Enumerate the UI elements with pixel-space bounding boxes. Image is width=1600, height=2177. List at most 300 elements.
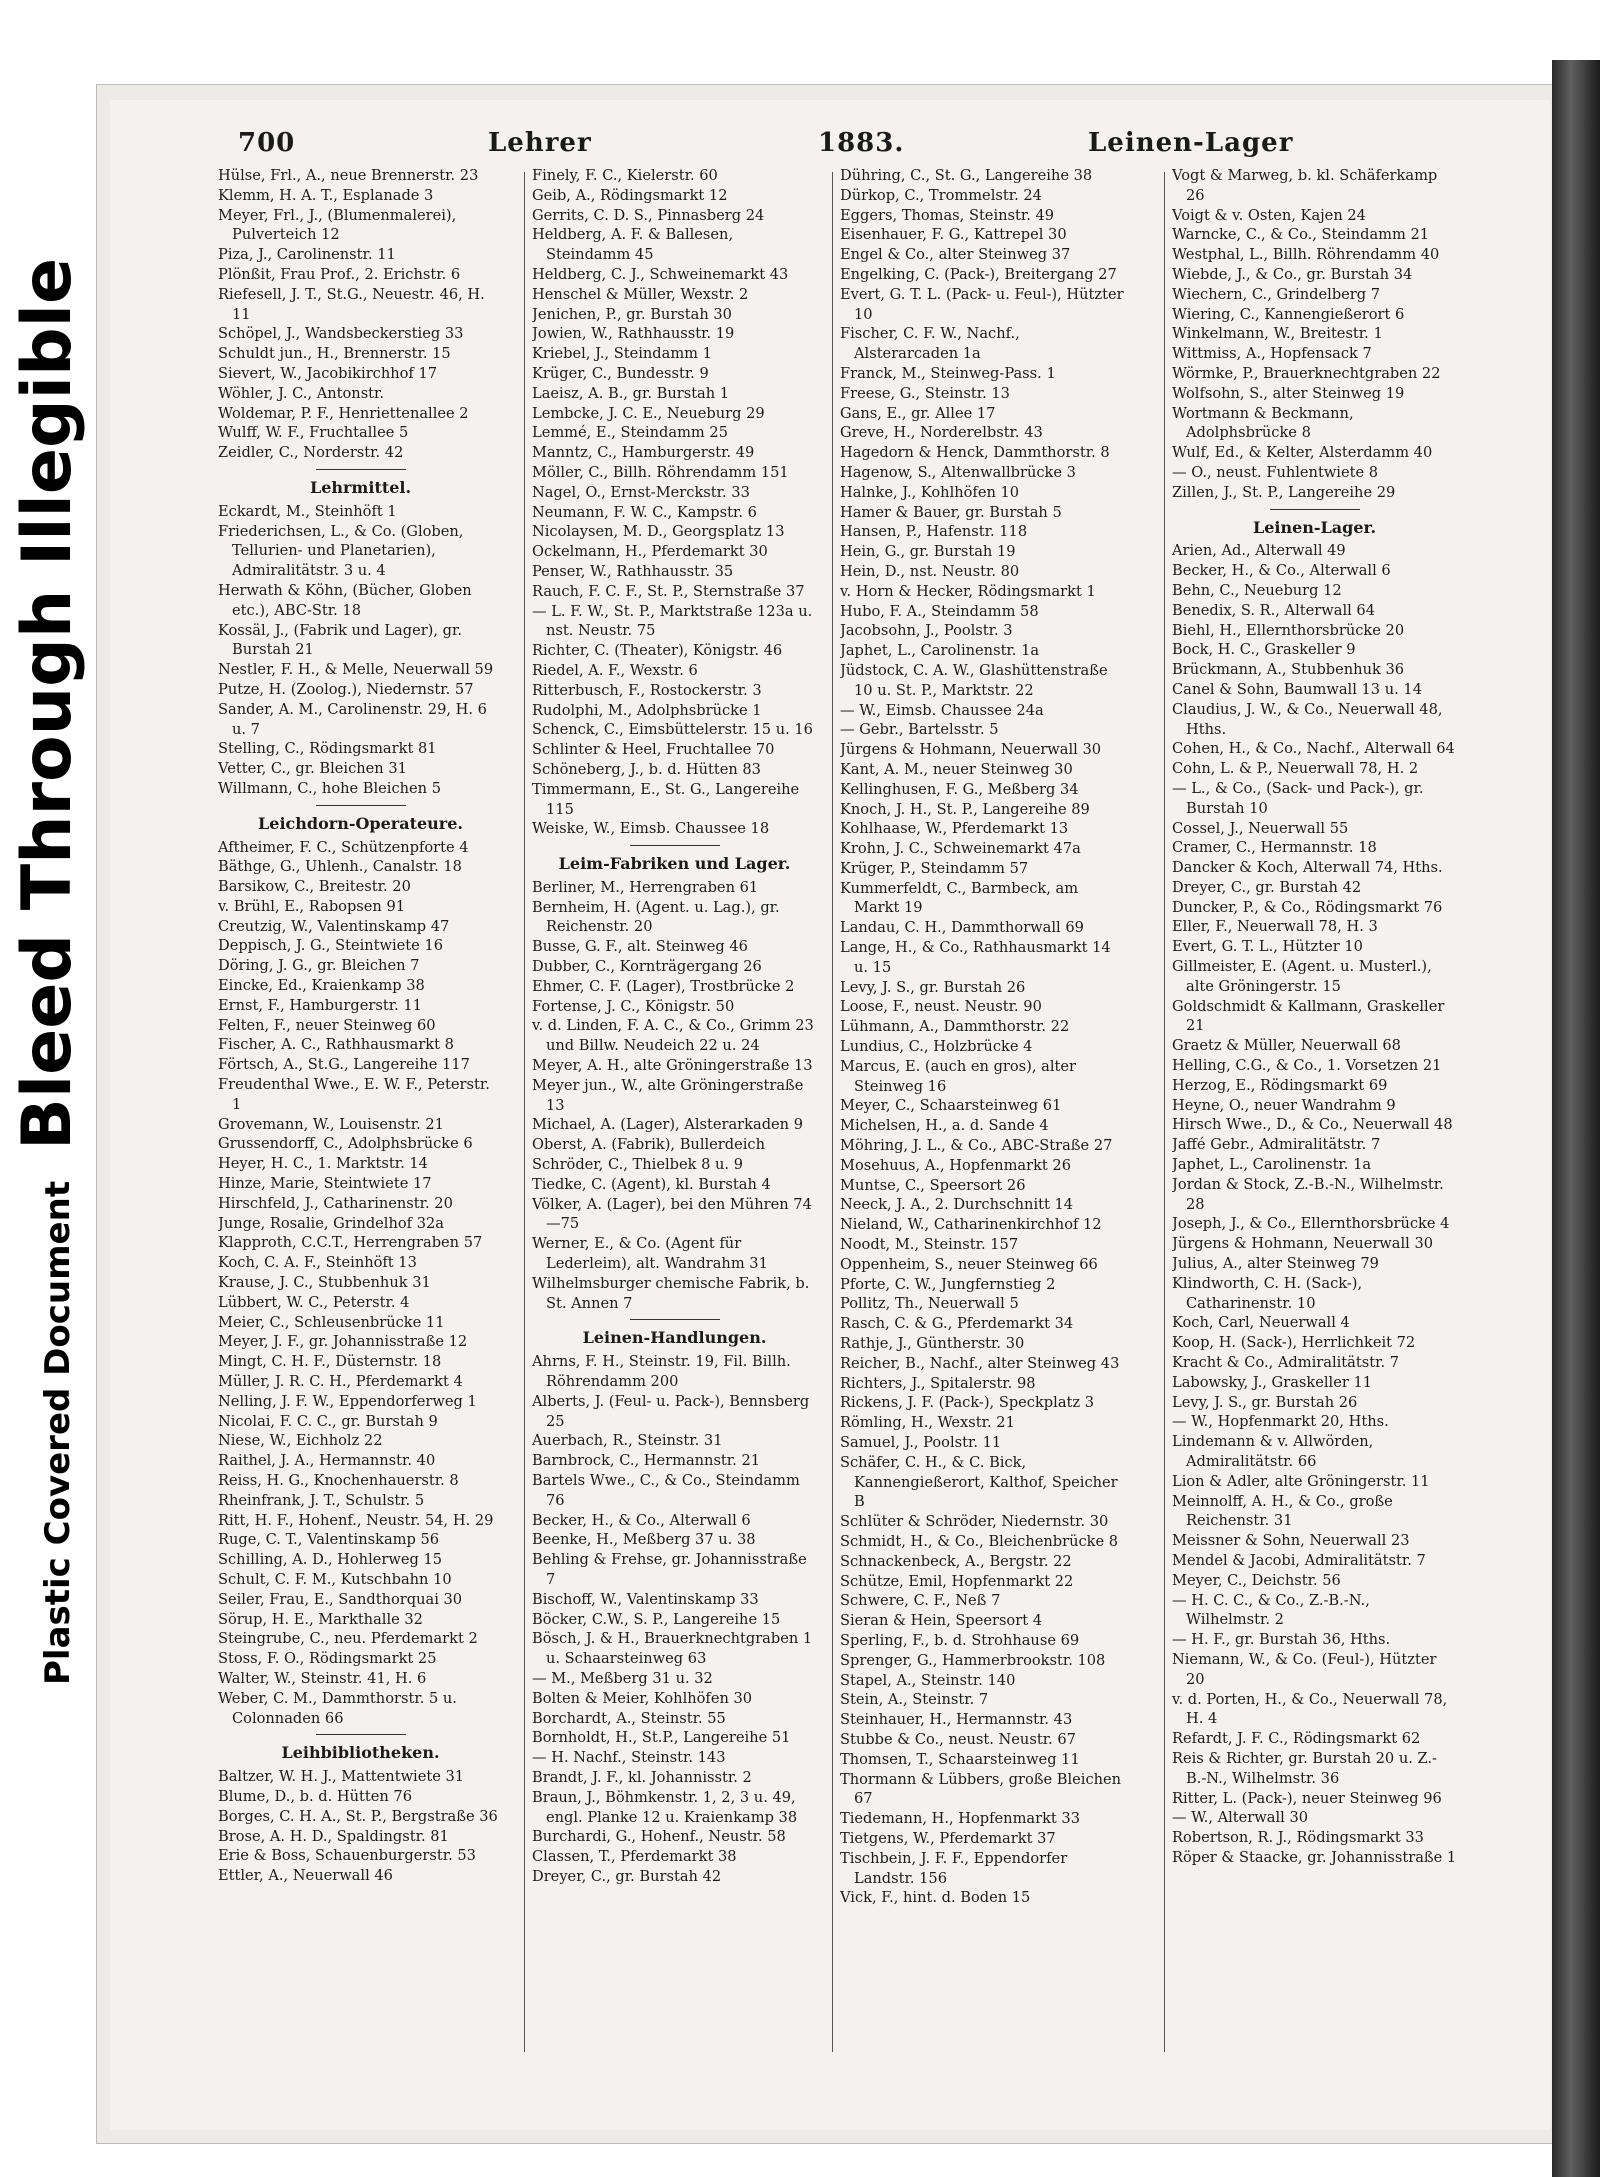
directory-column-2 (532, 166, 817, 2056)
directory-entry: Hubo, F. A., Steindamm 58 (840, 602, 1039, 620)
directory-entry: Jordan & Stock, Z.-B.-N., Wilhelmstr. 28 (1172, 1175, 1444, 1213)
directory-entry: Willmann, C., hohe Bleichen 5 (218, 779, 442, 797)
directory-entry: Meyer, Frl., J., (Blumenmalerei), Pulverteich 12 (218, 206, 457, 244)
directory-entry: Westphal, L., Billh. Röhrendamm 40 (1172, 246, 1440, 264)
directory-entry: Heyer, H. C., 1. Marktstr. 14 (218, 1155, 428, 1173)
directory-entry: Jürgens & Hohmann, Neuerwall 30 (1172, 1235, 1434, 1253)
directory-entry: Japhet, L., Carolinenstr. 1a (840, 642, 1040, 660)
directory-entry: Wulf, Ed., & Kelter, Alsterdamm 40 (1172, 444, 1433, 462)
directory-entry: Wittmiss, A., Hopfensack 7 (1172, 345, 1372, 363)
directory-entry: Sieran & Hein, Speersort 4 (840, 1612, 1042, 1630)
directory-entry: Penser, W., Rathhausstr. 35 (532, 562, 734, 580)
directory-entry: Ettler, A., Neuerwall 46 (218, 1867, 393, 1885)
section-heading: Leinen-Handlungen. (582, 1328, 767, 1348)
directory-entry: Richters, J., Spitalerstr. 98 (840, 1374, 1036, 1392)
directory-entry: Raithel, J. A., Hermannstr. 40 (218, 1452, 436, 1470)
directory-entry: Sprenger, G., Hammerbrookstr. 108 (840, 1651, 1106, 1669)
section-heading: Lehrmittel. (309, 477, 412, 497)
directory-entry: Beenke, H., Meßberg 37 u. 38 (532, 1531, 756, 1549)
directory-entry: Samuel, J., Poolstr. 11 (840, 1434, 1002, 1451)
directory-entry: Ritter, L. (Pack-), neuer Steinweg 96 (1172, 1789, 1442, 1807)
section-heading: Leichdorn-Operateure. (258, 813, 463, 833)
directory-entry: Förtsch, A., St.G., Langereihe 117 (218, 1056, 470, 1074)
directory-entry: Weiske, W., Eimsb. Chaussee 18 (532, 820, 770, 838)
directory-entry: Kossäl, J., (Fabrik und Lager), gr. Burstah 21 (218, 621, 463, 659)
directory-entry: Möller, C., Billh. Röhrendamm 151 (532, 463, 789, 481)
column-divider (832, 172, 833, 2052)
directory-entry: Lundius, C., Holzbrücke 4 (840, 1038, 1033, 1056)
directory-entry: Brandt, J. F., kl. Johannisstr. 2 (532, 1768, 752, 1786)
directory-entry: Bischoff, W., Valentinskamp 33 (532, 1590, 759, 1608)
directory-entry: Putze, H. (Zoolog.), Niedernstr. 57 (218, 680, 474, 698)
directory-entry: Tietgens, W., Pferdemarkt 37 (840, 1829, 1056, 1847)
directory-entry: Schöpel, J., Wandsbeckerstieg 33 (218, 325, 464, 343)
directory-entry: Reiss, H. G., Knochenhauerstr. 8 (218, 1472, 459, 1489)
directory-entry: Jürgens & Hohmann, Neuerwall 30 (840, 741, 1102, 759)
directory-entry: Meyer, C., Deichstr. 56 (1172, 1571, 1341, 1589)
directory-entry: Wolfsohn, S., alter Steinweg 19 (1172, 384, 1405, 402)
directory-entry: Steingrube, C., neu. Pferdemarkt 2 (218, 1630, 478, 1648)
directory-entry: Levy, J. S., gr. Burstah 26 (1172, 1393, 1358, 1411)
section-rule (316, 805, 406, 806)
directory-entry: Hein, G., gr. Burstah 19 (840, 543, 1016, 561)
directory-entry: — O., neust. Fuhlentwiete 8 (1172, 463, 1379, 481)
directory-entry: Schenck, C., Eimsbüttelerstr. 15 u. 16 (532, 721, 813, 739)
directory-entry: Auerbach, R., Steinstr. 31 (532, 1432, 723, 1450)
directory-entry: Reicher, B., Nachf., alter Steinweg 43 (840, 1354, 1120, 1372)
directory-entry: Fischer, A. C., Rathhausmarkt 8 (218, 1036, 454, 1054)
directory-entry: Burchardi, G., Hohenf., Neustr. 58 (532, 1828, 786, 1846)
directory-entry: Fortense, J. C., Königstr. 50 (532, 997, 735, 1015)
directory-entry: Brose, A. H. D., Spaldingstr. 81 (218, 1827, 449, 1845)
directory-entry: Steinhauer, H., Hermannstr. 43 (840, 1711, 1073, 1729)
section-rule (316, 1734, 406, 1735)
directory-entry: Claudius, J. W., & Co., Neuerwall 48, Hths. (1172, 700, 1443, 738)
directory-entry: Ahrns, F. H., Steinstr. 19, Fil. Billh. Röhrendamm 200 (532, 1353, 791, 1391)
directory-entry: Classen, T., Pferdemarkt 38 (532, 1848, 737, 1866)
directory-entry: Koch, C. A. F., Steinhöft 13 (218, 1254, 417, 1272)
directory-entry: Aftheimer, F. C., Schützenpforte 4 (218, 838, 469, 856)
directory-entry: Julius, A., alter Steinweg 79 (1172, 1255, 1379, 1273)
directory-entry: Bolten & Meier, Kohlhöfen 30 (532, 1689, 753, 1707)
directory-entry: Labowsky, J., Graskeller 11 (1172, 1373, 1373, 1391)
directory-entry: Krüger, C., Bundesstr. 9 (532, 364, 709, 382)
directory-entry: Nicolai, F. C. C., gr. Burstah 9 (218, 1412, 438, 1430)
directory-entry: Eckardt, M., Steinhöft 1 (218, 502, 397, 520)
directory-entry: Meyer, J. F., gr. Johannisstraße 12 (218, 1333, 468, 1351)
directory-entry: Manntz, C., Hamburgerstr. 49 (532, 444, 755, 462)
bleed-through-label: Bleed Through Illegible (8, 257, 87, 1150)
directory-entry: Sperling, F., b. d. Strohhause 69 (840, 1631, 1080, 1649)
directory-entry: Neeck, J. A., 2. Durchschnitt 14 (840, 1196, 1074, 1214)
directory-entry: Kohlhaase, W., Pferdemarkt 13 (840, 820, 1069, 838)
directory-entry: Wiebde, J., & Co., gr. Burstah 34 (1172, 265, 1413, 283)
directory-entry: v. Horn & Hecker, Rödingsmarkt 1 (840, 582, 1096, 600)
directory-entry: Hein, D., nst. Neustr. 80 (840, 562, 1020, 580)
directory-entry: Blume, D., b. d. Hütten 76 (218, 1787, 412, 1805)
directory-entry: Refardt, J. F. C., Rödingsmarkt 62 (1172, 1730, 1421, 1748)
column-divider (1164, 172, 1165, 2052)
directory-entry: Helling, C.G., & Co., 1. Vorsetzen 21 (1172, 1057, 1442, 1075)
section-rule (316, 469, 406, 470)
directory-entry: — L. F. W., St. P., Marktstraße 123a u. nst. Neustr. 75 (532, 602, 813, 640)
directory-entry: Niemann, W., & Co. (Feul-), Hützter 20 (1172, 1650, 1437, 1688)
directory-entry: Tiedemann, H., Hopfenmarkt 33 (840, 1810, 1080, 1828)
directory-entry: Greve, H., Norderelbstr. 43 (840, 424, 1043, 442)
directory-entry: Hirsch Wwe., D., & Co., Neuerwall 48 (1172, 1116, 1453, 1134)
directory-entry: Tiedke, C. (Agent), kl. Burstah 4 (532, 1175, 771, 1193)
directory-entry: Arien, Ad., Alterwall 49 (1172, 542, 1346, 560)
directory-entry: — W., Alterwall 30 (1172, 1809, 1309, 1827)
directory-column-3 (840, 166, 1125, 2056)
directory-entry: Geib, A., Rödingsmarkt 12 (532, 186, 728, 204)
directory-entry: Meissner & Sohn, Neuerwall 23 (1172, 1532, 1410, 1550)
directory-entry: Rheinfrank, J. T., Schulstr. 5 (218, 1491, 425, 1509)
directory-entry: Wilhelmsburger chemische Fabrik, b. St. Annen 7 (532, 1274, 810, 1312)
directory-entry: Döring, J. G., gr. Bleichen 7 (218, 957, 420, 975)
section-rule (630, 845, 720, 846)
directory-entry: Weber, C. M., Dammthorstr. 5 u. Colonnaden 66 (218, 1689, 457, 1727)
directory-entry: — H. C. C., & Co., Z.-B.-N., Wilhelmstr. 2 (1172, 1591, 1370, 1629)
directory-entry: Lübbert, W. C., Peterstr. 4 (218, 1293, 410, 1311)
directory-entry: Nicolaysen, M. D., Georgsplatz 13 (532, 523, 785, 541)
directory-entry: Ernst, F., Hamburgerstr. 11 (218, 996, 422, 1014)
directory-entry: Evert, G. T. L., Hützter 10 (1172, 938, 1363, 956)
directory-entry: Nagel, O., Ernst-Merckstr. 33 (532, 483, 750, 501)
directory-entry: Hamer & Bauer, gr. Burstah 5 (840, 503, 1062, 521)
directory-entry: Lembcke, J. C. E., Neueburg 29 (532, 404, 765, 422)
directory-entry: Noodt, M., Steinstr. 157 (840, 1236, 1019, 1254)
directory-entry: Kellinghusen, F. G., Meßberg 34 (840, 780, 1079, 798)
directory-entry: Dancker & Koch, Alterwall 74, Hths. (1172, 859, 1443, 877)
directory-entry: Sörup, H. E., Markthalle 32 (218, 1610, 423, 1628)
directory-entry: Muntse, C., Speersort 26 (840, 1176, 1026, 1194)
directory-entry: Rudolphi, M., Adolphsbrücke 1 (532, 701, 762, 719)
directory-entry: Bernheim, H. (Agent. u. Lag.), gr. Reichenstr. 20 (532, 898, 780, 936)
directory-entry: Röper & Staacke, gr. Johannisstraße 1 (1172, 1848, 1457, 1866)
directory-entry: Kracht & Co., Admiralitätstr. 7 (1172, 1354, 1400, 1372)
directory-entry: Bock, H. C., Graskeller 9 (1172, 641, 1356, 659)
directory-entry: Pforte, C. W., Jungfernstieg 2 (840, 1275, 1056, 1293)
directory-entry: Sievert, W., Jacobikirchhof 17 (218, 364, 438, 382)
directory-entry: Marcus, E. (auch en gros), alter Steinweg 16 (840, 1057, 1076, 1095)
directory-entry: Jacobsohn, J., Poolstr. 3 (840, 622, 1013, 640)
directory-entry: Becker, H., & Co., Alterwall 6 (1172, 562, 1391, 580)
directory-entry: Pollitz, Th., Neuerwall 5 (840, 1295, 1019, 1313)
page-number: 700 (238, 128, 296, 158)
directory-entry: Ritt, H. F., Hohenf., Neustr. 54, H. 29 (218, 1511, 494, 1529)
directory-entry: Cossel, J., Neuerwall 55 (1172, 819, 1349, 837)
directory-entry: Wiechern, C., Grindelberg 7 (1172, 285, 1381, 303)
directory-entry: Schäfer, C. H., & C. Bick, Kannengießerort, Kalthof, Speicher B (840, 1453, 1118, 1511)
directory-entry: Schult, C. F. M., Kutschbahn 10 (218, 1570, 452, 1588)
directory-entry: Rathje, J., Güntherstr. 30 (840, 1335, 1025, 1353)
directory-entry: Meinnolff, A. H., & Co., große Reichenstr. 31 (1172, 1492, 1393, 1530)
header-left-word: Lehrer (488, 128, 592, 158)
directory-entry: Timmermann, E., St. G., Langereihe 115 (532, 780, 800, 818)
directory-entry: Junge, Rosalie, Grindelhof 32a (218, 1214, 444, 1232)
directory-entry: Creutzig, W., Valentinskamp 47 (218, 917, 450, 935)
section-heading: Leihbibliotheken. (281, 1743, 440, 1763)
directory-entry: Michael, A. (Lager), Alsterarkaden 9 (532, 1116, 803, 1134)
directory-entry: Wulff, W. F., Fruchtallee 5 (218, 424, 409, 442)
directory-entry: Gillmeister, E. (Agent. u. Musterl.), alte Gröningerstr. 15 (1172, 958, 1432, 995)
directory-entry: — M., Meßberg 31 u. 32 (532, 1669, 713, 1687)
directory-entry: Franck, M., Steinweg-Pass. 1 (840, 364, 1056, 382)
directory-entry: Braun, J., Böhmkenstr. 1, 2, 3 u. 49, engl. Planke 12 u. Kraienkamp 38 (532, 1788, 798, 1826)
section-rule (630, 1319, 720, 1320)
directory-entry: Alberts, J. (Feul- u. Pack-), Bennsberg 25 (532, 1392, 810, 1430)
directory-entry: Wiering, C., Kannengießerort 6 (1172, 305, 1405, 323)
directory-entry: Graetz & Müller, Neuerwall 68 (1172, 1037, 1401, 1055)
directory-entry: Kummerfeldt, C., Barmbeck, am Markt 19 (840, 879, 1079, 917)
directory-entry: Riedel, A. F., Wexstr. 6 (532, 661, 698, 679)
directory-entry: Becker, H., & Co., Alterwall 6 (532, 1511, 751, 1529)
directory-entry: Sander, A. M., Carolinenstr. 29, H. 6 u. 7 (218, 700, 487, 738)
directory-entry: Deppisch, J. G., Steintwiete 16 (218, 937, 444, 955)
directory-entry: Schnackenbeck, A., Bergstr. 22 (840, 1552, 1072, 1570)
directory-entry: Neumann, F. W. C., Kampstr. 6 (532, 503, 757, 521)
directory-entry: Rickens, J. F. (Pack-), Speckplatz 3 (840, 1394, 1094, 1412)
directory-entry: Lange, H., & Co., Rathhausmarkt 14 u. 15 (840, 939, 1111, 976)
directory-entry: Erie & Boss, Schauenburgerstr. 53 (218, 1847, 476, 1865)
directory-entry: Römling, H., Wexstr. 21 (840, 1414, 1015, 1432)
directory-entry: Baltzer, W. H. J., Mattentwiete 31 (218, 1768, 465, 1786)
directory-entry: Bornholdt, H., St.P., Langereihe 51 (532, 1729, 791, 1747)
directory-entry: Engel & Co., alter Steinweg 37 (840, 246, 1071, 264)
directory-entry: Gerrits, C. D. S., Pinnasberg 24 (532, 206, 765, 224)
directory-entry: Grovemann, W., Louisenstr. 21 (218, 1115, 444, 1133)
directory-entry: Berliner, M., Herrengraben 61 (532, 878, 759, 896)
directory-entry: — H. Nachf., Steinstr. 143 (532, 1749, 726, 1767)
directory-entry: Wöhler, J. C., Antonstr. (218, 384, 385, 402)
directory-entry: Voigt & v. Osten, Kajen 24 (1172, 206, 1366, 224)
directory-entry: — W., Eimsb. Chaussee 24a (840, 701, 1044, 719)
directory-entry: Klindworth, C. H. (Sack-), Catharinenstr. 10 (1172, 1274, 1363, 1312)
directory-entry: Dreyer, C., gr. Burstah 42 (532, 1867, 722, 1885)
directory-entry: Duncker, P., & Co., Rödingsmarkt 76 (1172, 898, 1443, 916)
directory-entry: Riefesell, J. T., St.G., Neuestr. 46, H. 11 (218, 285, 485, 323)
directory-entry: Ehmer, C. F. (Lager), Trostbrücke 2 (532, 977, 795, 995)
directory-entry: Schlüter & Schröder, Niedernstr. 30 (840, 1513, 1109, 1531)
directory-entry: Robertson, R. J., Rödingsmarkt 33 (1172, 1829, 1424, 1847)
directory-entry: Behling & Frehse, gr. Johannisstraße 7 (532, 1551, 807, 1588)
directory-entry: Oberst, A. (Fabrik), Bullerdeich (532, 1136, 765, 1154)
directory-entry: Dreyer, C., gr. Burstah 42 (1172, 878, 1362, 896)
directory-entry: Zeidler, C., Norderstr. 42 (218, 444, 404, 462)
directory-entry: Stapel, A., Steinstr. 140 (840, 1671, 1016, 1689)
section-heading: Leim-Fabriken und Lager. (558, 854, 791, 874)
directory-entry: Schilling, A. D., Hohlerweg 15 (218, 1551, 443, 1569)
directory-entry: Mendel & Jacobi, Admiralitätstr. 7 (1172, 1551, 1426, 1569)
directory-entry: Hirschfeld, J., Catharinenstr. 20 (218, 1194, 453, 1212)
directory-entry: Hülse, Frl., A., neue Brennerstr. 23 (218, 167, 479, 184)
directory-entry: Oppenheim, S., neuer Steinweg 66 (840, 1255, 1098, 1273)
directory-entry: Hinze, Marie, Steintwiete 17 (218, 1175, 432, 1193)
directory-entry: — Gebr., Bartelsstr. 5 (840, 721, 999, 739)
directory-entry: Michelsen, H., a. d. Sande 4 (840, 1117, 1049, 1135)
directory-entry: Felten, F., neuer Steinweg 60 (218, 1016, 436, 1034)
directory-entry: Winkelmann, W., Breitestr. 1 (1172, 325, 1383, 343)
directory-entry: Meyer jun., W., alte Gröningerstraße 13 (532, 1076, 804, 1114)
plastic-covered-label: Plastic Covered Document (38, 1180, 78, 1685)
directory-entry: Borges, C. H. A., St. P., Bergstraße 36 (218, 1807, 498, 1825)
directory-entry: Behn, C., Neueburg 12 (1172, 581, 1342, 599)
directory-entry: Ruge, C. T., Valentinskamp 56 (218, 1531, 440, 1549)
directory-entry: Schlinter & Heel, Fruchtallee 70 (532, 741, 775, 759)
directory-entry: Klapproth, C.C.T., Herrengraben 57 (218, 1234, 483, 1252)
directory-entry: Nestler, F. H., & Melle, Neuerwall 59 (218, 661, 494, 679)
directory-entry: Mosehuus, A., Hopfenmarkt 26 (840, 1156, 1071, 1174)
directory-entry: Meyer, C., Schaarsteinweg 61 (840, 1097, 1062, 1115)
directory-entry: Thormann & Lübbers, große Bleichen 67 (840, 1770, 1122, 1808)
directory-entry: Gans, E., gr. Allee 17 (840, 404, 996, 422)
directory-entry: — L., & Co., (Sack- und Pack-), gr. Burstah 10 (1172, 779, 1424, 817)
directory-entry: Krohn, J. C., Schweinemarkt 47a (840, 840, 1081, 858)
directory-entry: Eller, F., Neuerwall 78, H. 3 (1172, 918, 1378, 936)
directory-entry: Jaffé Gebr., Admiralitätstr. 7 (1172, 1136, 1381, 1154)
directory-entry: Engelking, C. (Pack-), Breitergang 27 (840, 265, 1117, 283)
directory-entry: Werner, E., & Co. (Agent für Lederleim), alt. Wandrahm 31 (532, 1235, 768, 1273)
directory-entry: Busse, G. F., alt. Steinweg 46 (532, 938, 748, 956)
directory-entry: Woldemar, P. F., Henriettenallee 2 (218, 404, 469, 422)
directory-entry: Biehl, H., Ellernthorsbrücke 20 (1172, 621, 1405, 639)
directory-entry: — W., Hopfenmarkt 20, Hths. (1172, 1413, 1389, 1431)
directory-entry: Lühmann, A., Dammthorstr. 22 (840, 1018, 1070, 1036)
directory-entry: Herzog, E., Rödingsmarkt 69 (1172, 1076, 1388, 1094)
directory-entry: Halnke, J., Kohlhöfen 10 (840, 483, 1020, 501)
directory-entry: Kriebel, J., Steindamm 1 (532, 345, 712, 363)
directory-entry: Evert, G. T. L. (Pack- u. Feul-), Hützter 10 (840, 285, 1124, 323)
directory-entry: Grussendorff, C., Adolphsbrücke 6 (218, 1135, 473, 1153)
directory-entry: Heldberg, C. J., Schweinemarkt 43 (532, 265, 789, 283)
directory-entry: Knoch, J. H., St. P., Langereihe 89 (840, 800, 1090, 818)
directory-entry: Hagenow, S., Altenwallbrücke 3 (840, 463, 1076, 481)
directory-entry: Heldberg, A. F. & Ballesen, Steindamm 45 (532, 226, 734, 264)
directory-entry: Bösch, J. & H., Brauerknechtgraben 1 u. Schaarsteinweg 63 (532, 1630, 813, 1668)
directory-entry: Piza, J., Carolinenstr. 11 (218, 246, 396, 264)
directory-entry: Barsikow, C., Breitestr. 20 (218, 878, 411, 896)
directory-entry: Nelling, J. F. W., Eppendorferweg 1 (218, 1392, 477, 1410)
directory-entry: Jowien, W., Rathhausstr. 19 (532, 325, 735, 343)
section-rule (1270, 509, 1360, 510)
directory-entry: Krüger, P., Steindamm 57 (840, 859, 1029, 877)
directory-entry: Ockelmann, H., Pferdemarkt 30 (532, 543, 768, 561)
directory-entry: Canel & Sohn, Baumwall 13 u. 14 (1172, 680, 1422, 698)
directory-column-1 (218, 166, 503, 2056)
directory-entry: Fischer, C. F. W., Nachf., Alsterarcaden 1a (840, 325, 1020, 363)
directory-entry: Heyne, O., neuer Wandrahm 9 (1172, 1096, 1396, 1114)
section-heading: Leinen-Lager. (1252, 517, 1377, 537)
directory-entry: Zillen, J., St. P., Langereihe 29 (1172, 483, 1396, 501)
directory-entry: Dühring, C., St. G., Langereihe 38 (840, 167, 1093, 184)
directory-entry: Müller, J. R. C. H., Pferdemarkt 4 (218, 1373, 463, 1391)
directory-entry: Stoss, F. O., Rödingsmarkt 25 (218, 1650, 437, 1668)
directory-entry: Cramer, C., Hermannstr. 18 (1172, 839, 1377, 857)
column-divider (524, 172, 525, 2052)
directory-entry: Tischbein, J. F. F., Eppendorfer Landstr. 156 (840, 1849, 1068, 1887)
directory-entry: Plönßit, Frau Prof., 2. Erichstr. 6 (218, 265, 461, 283)
directory-entry: Vogt & Marweg, b. kl. Schäferkamp 26 (1172, 167, 1438, 204)
directory-entry: Cohen, H., & Co., Nachf., Alterwall 64 (1172, 740, 1455, 758)
directory-entry: Schuldt jun., H., Brennerstr. 15 (218, 345, 451, 363)
directory-entry: v. Brühl, E., Rabopsen 91 (218, 897, 406, 915)
directory-entry: Stelling, C., Rödingsmarkt 81 (218, 740, 437, 758)
directory-entry: Wortmann & Beckmann, Adolphsbrücke 8 (1172, 404, 1354, 442)
directory-entry: Schmidt, H., & Co., Bleichenbrücke 8 (840, 1532, 1119, 1550)
directory-entry: Herwath & Köhn, (Bücher, Globen etc.), ABC-Str. 18 (218, 581, 472, 619)
directory-entry: Niese, W., Eichholz 22 (218, 1432, 383, 1450)
directory-entry: Freese, G., Steinstr. 13 (840, 384, 1010, 402)
directory-entry: Koop, H. (Sack-), Herrlichkeit 72 (1172, 1334, 1416, 1352)
directory-entry: Loose, F., neust. Neustr. 90 (840, 998, 1042, 1016)
directory-entry: Eggers, Thomas, Steinstr. 49 (840, 206, 1055, 224)
directory-entry: Nieland, W., Catharinenkirchhof 12 (840, 1216, 1102, 1234)
directory-entry: Meier, C., Schleusenbrücke 11 (218, 1313, 445, 1331)
directory-entry: Hagedorn & Henck, Dammthorstr. 8 (840, 444, 1110, 462)
directory-entry: Lemmé, E., Steindamm 25 (532, 424, 728, 442)
directory-entry: Rauch, F. C. F., St. P., Sternstraße 37 (532, 582, 805, 600)
directory-entry: Bäthge, G., Uhlenh., Canalstr. 18 (218, 858, 462, 876)
directory-entry: Hansen, P., Hafenstr. 118 (840, 523, 1028, 541)
directory-entry: Brückmann, A., Stubbenhuk 36 (1172, 661, 1405, 679)
directory-entry: Freudenthal Wwe., E. W. F., Peterstr. 1 (218, 1076, 490, 1113)
directory-entry: Ritterbusch, F., Rostockerstr. 3 (532, 681, 762, 699)
directory-entry: Meyer, A. H., alte Gröningerstraße 13 (532, 1057, 813, 1075)
directory-entry: Bartels Wwe., C., & Co., Steindamm 76 (532, 1472, 800, 1509)
directory-entry: Levy, J. S., gr. Burstah 26 (840, 978, 1026, 996)
directory-entry: Borchardt, A., Steinstr. 55 (532, 1709, 726, 1727)
directory-entry: Reis & Richter, gr. Burstah 20 u. Z.-B.-N., Wilhelmstr. 36 (1172, 1749, 1437, 1787)
directory-entry: Dürkop, C., Trommelstr. 24 (840, 186, 1042, 204)
directory-entry: Stubbe & Co., neust. Neustr. 67 (840, 1730, 1076, 1748)
directory-entry: Henschel & Müller, Wexstr. 2 (532, 285, 749, 303)
directory-entry: Friederichsen, L., & Co. (Globen, Tellurien- und Planetarien), Admiralitätstr. 3 u. 4 (218, 522, 464, 580)
directory-entry: Böcker, C.W., S. P., Langereihe 15 (532, 1610, 781, 1628)
directory-entry: Schwere, C. F., Neß 7 (840, 1592, 1001, 1610)
directory-entry: Joseph, J., & Co., Ellernthorsbrücke 4 (1172, 1215, 1450, 1233)
directory-entry: Völker, A. (Lager), bei den Mühren 74—75 (532, 1195, 812, 1233)
directory-entry: Schöneberg, J., b. d. Hütten 83 (532, 760, 761, 778)
directory-entry: Möhring, J. L., & Co., ABC-Straße 27 (840, 1137, 1113, 1155)
directory-entry: Schröder, C., Thielbek 8 u. 9 (532, 1156, 743, 1174)
header-right-word: Leinen-Lager (1088, 128, 1294, 158)
directory-entry: Jenichen, P., gr. Burstah 30 (532, 305, 732, 323)
directory-entry: Koch, Carl, Neuerwall 4 (1172, 1314, 1350, 1332)
directory-entry: v. d. Linden, F. A. C., & Co., Grimm 23 und Billw. Neudeich 22 u. 24 (532, 1017, 814, 1055)
directory-entry: Jüdstock, C. A. W., Glashüttenstraße 10 u. St. P., Marktstr. 22 (840, 661, 1108, 699)
directory-entry: Klemm, H. A. T., Esplanade 3 (218, 186, 434, 204)
directory-entry: Warncke, C., & Co., Steindamm 21 (1172, 226, 1430, 244)
directory-entry: Goldschmidt & Kallmann, Graskeller 21 (1172, 997, 1445, 1035)
binding-edge-shadow (1552, 60, 1600, 2177)
directory-entry: Finely, F. C., Kielerstr. 60 (532, 167, 718, 184)
directory-entry: Lindemann & v. Allwörden, Admiralitätstr. 66 (1172, 1433, 1374, 1470)
directory-entry: Japhet, L., Carolinenstr. 1a (1172, 1156, 1372, 1174)
directory-entry: Stein, A., Steinstr. 7 (840, 1691, 989, 1709)
directory-entry: v. d. Porten, H., & Co., Neuerwall 78, H. 4 (1172, 1690, 1448, 1728)
directory-entry: Landau, C. H., Dammthorwall 69 (840, 919, 1084, 937)
directory-entry: Walter, W., Steinstr. 41, H. 6 (218, 1669, 427, 1687)
directory-entry: Lion & Adler, alte Gröningerstr. 11 (1172, 1472, 1430, 1490)
directory-entry: Vick, F., hint. d. Boden 15 (840, 1889, 1031, 1907)
directory-entry: Mingt, C. H. F., Düsternstr. 18 (218, 1353, 442, 1371)
directory-entry: Wörmke, P., Brauerknechtgraben 22 (1172, 364, 1441, 382)
directory-entry: Benedix, S. R., Alterwall 64 (1172, 601, 1375, 619)
directory-entry: Thomsen, T., Schaarsteinweg 11 (840, 1750, 1080, 1768)
directory-column-4 (1172, 166, 1457, 2056)
directory-entry: Laeisz, A. B., gr. Burstah 1 (532, 384, 730, 402)
